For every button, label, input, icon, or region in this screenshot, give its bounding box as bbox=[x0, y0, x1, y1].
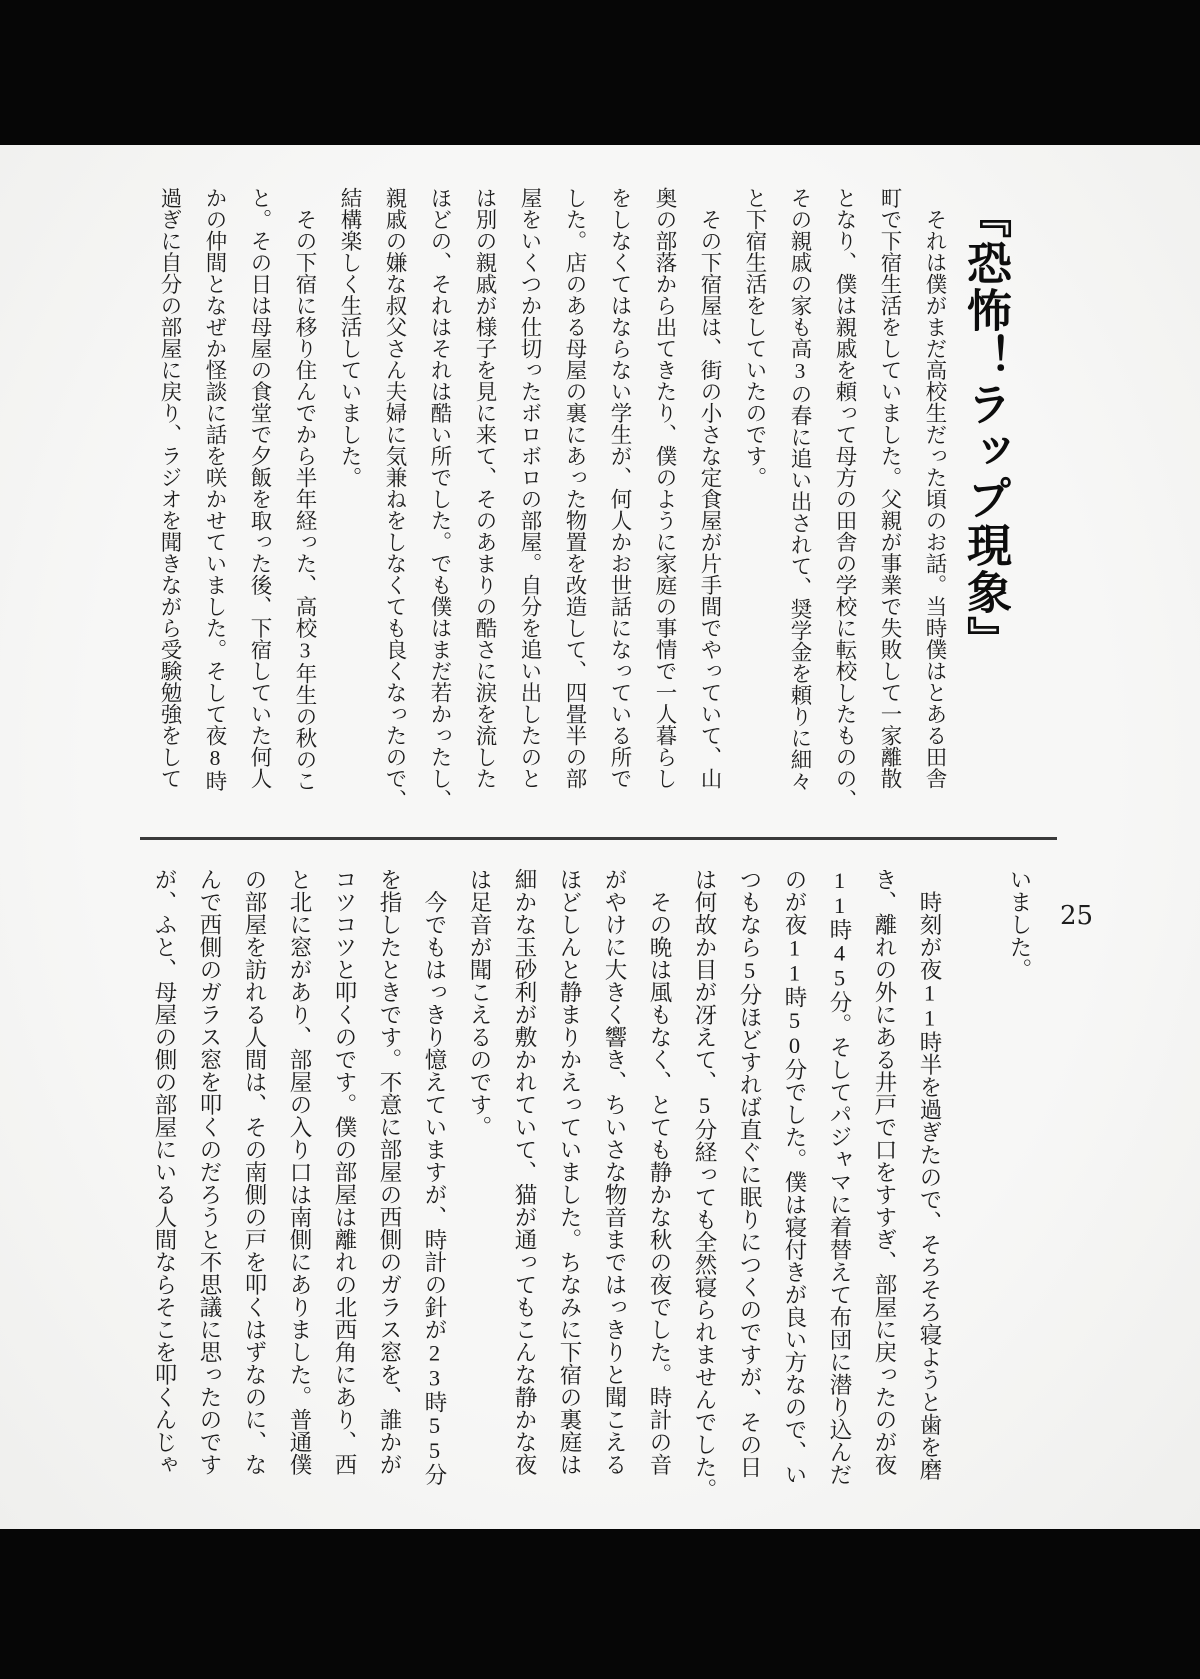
text-column: 細かな玉砂利が敷かれていて、猫が通ってもこんな静かな夜 bbox=[512, 868, 537, 1476]
text-column: き、離れの外にある井戸で口をすすぎ、部屋に戻ったのが夜 bbox=[872, 868, 897, 1476]
text-column: は足音が聞こえるのです。 bbox=[467, 868, 492, 1138]
page-number: 25 bbox=[1060, 901, 1094, 931]
text-column bbox=[952, 868, 997, 1496]
text-column: がやけに大きく響き、ちいさな物音まではっきりと聞こえる bbox=[602, 868, 627, 1476]
text-column: 屋をいくつか仕切ったボロボロの部屋。自分を追い出したのと bbox=[518, 187, 542, 789]
text-column: いました。 bbox=[1007, 868, 1032, 981]
text-column: と。その日は母屋の食堂で夕飯を取った後、下宿していた何人 bbox=[248, 187, 272, 789]
text-column: の部屋を訪れる人間は、その南側の戸を叩くはずなのに、な bbox=[242, 868, 267, 1476]
text-column: 奥の部落から出てきたり、僕のように家庭の事情で一人暮らし bbox=[653, 187, 677, 789]
story-title: 『恐怖！ラップ現象』 bbox=[959, 193, 1012, 663]
text-column: を指したときです。不意に部屋の西側のガラス窓を、誰かが bbox=[377, 868, 402, 1476]
text-column: ほどの、それはそれは酷い所でした。でも僕はまだ若かったし、 bbox=[428, 187, 452, 811]
text-column: んで西側のガラス窓を叩くのだろうと不思議に思ったのです bbox=[197, 868, 222, 1476]
text-column: が、ふと、母屋の側の部屋にいる人間ならそこを叩くんじゃ bbox=[152, 868, 177, 1476]
text-column: その親戚の家も高3の春に追い出されて、奨学金を頼りに細々 bbox=[788, 187, 812, 792]
text-column: となり、僕は親戚を頼って母方の田舎の学校に転校したものの、 bbox=[833, 187, 857, 811]
text-column: のが夜11時50分でした。僕は寝付きが良い方なので、い bbox=[782, 868, 807, 1486]
text-column: かの仲間となぜか怪談に話を咲かせていました。そして夜8時 bbox=[203, 187, 227, 792]
text-column: ほどしんと静まりかえっていました。ちなみに下宿の裏庭は bbox=[557, 868, 582, 1476]
text-column: コツコツと叩くのです。僕の部屋は離れの北西角にあり、西 bbox=[332, 868, 357, 1476]
text-column: それは僕がまだ高校生だった頃のお話。当時僕はとある田舎 bbox=[923, 187, 947, 789]
text-column: 11時45分。そしてパジャマに着替えて布団に潜り込んだ bbox=[827, 868, 852, 1486]
text-column: と北に窓があり、部屋の入り口は南側にありました。普通僕 bbox=[287, 868, 312, 1476]
text-column: 過ぎに自分の部屋に戻り、ラジオを聞きながら受験勉強をして bbox=[158, 187, 182, 789]
bottom-text-block bbox=[142, 868, 1042, 1501]
text-column: 親戚の嫌な叔父さん夫婦に気兼ねをしなくても良くなったので、 bbox=[383, 187, 407, 811]
top-text-block bbox=[147, 187, 957, 811]
text-column: 時刻が夜11時半を過ぎたので、そろそろ寝ようと歯を磨 bbox=[917, 868, 942, 1481]
text-column: つもなら5分ほどすれば直ぐに眠りにつくのですが、その日 bbox=[737, 868, 762, 1478]
text-column: した。店のある母屋の裏にあった物置を改造して、四畳半の部 bbox=[563, 187, 587, 789]
text-column: 今でもはっきり憶えていますが、時計の針が23時55分 bbox=[422, 868, 447, 1486]
section-divider bbox=[140, 837, 1057, 840]
text-column: は何故か目が冴えて、5分経っても全然寝られませんでした。 bbox=[692, 868, 717, 1501]
text-column: は別の親戚が様子を見に来て、そのあまりの酷さに涙を流した bbox=[473, 187, 497, 789]
text-column: その晩は風もなく、とても静かな秋の夜でした。時計の音 bbox=[647, 868, 672, 1476]
text-column: と下宿生活をしていたのです。 bbox=[743, 187, 767, 488]
page bbox=[0, 145, 1200, 1529]
text-column: 町で下宿生活をしていました。父親が事業で失敗して一家離散 bbox=[878, 187, 902, 789]
text-column: その下宿に移り住んでから半年経った、高校3年生の秋のこ bbox=[293, 187, 317, 792]
text-column: をしなくてはならない学生が、何人かお世話になっている所で bbox=[608, 187, 632, 789]
text-column: 結構楽しく生活していました。 bbox=[338, 187, 362, 488]
text-column: その下宿屋は、街の小さな定食屋が片手間でやっていて、山 bbox=[698, 187, 722, 789]
